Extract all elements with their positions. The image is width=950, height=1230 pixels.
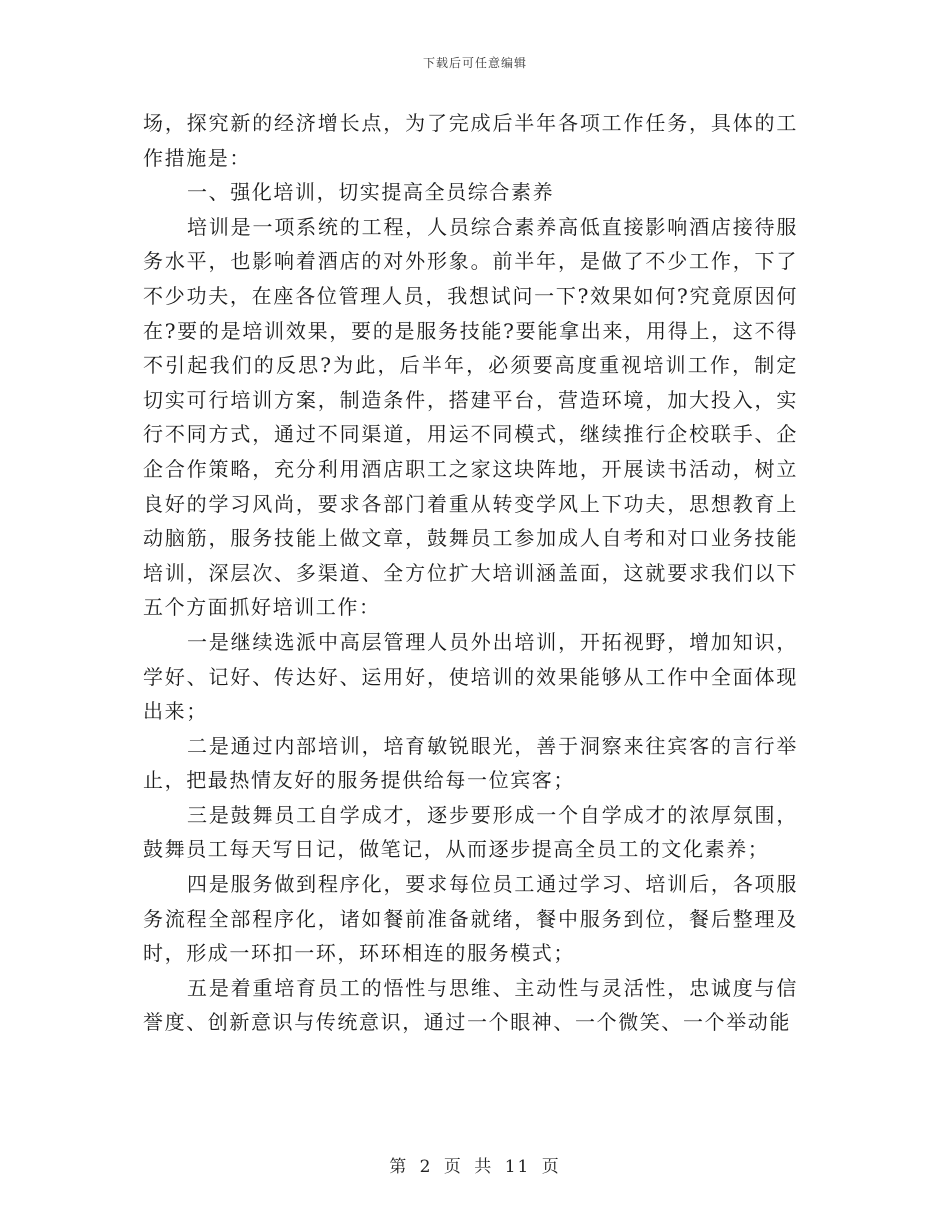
paragraph-continuation: 场，探究新的经济增长点，为了完成后半年各项工作任务，具体的工作措施是： bbox=[143, 111, 798, 170]
page-header: 下载后可任意编辑 bbox=[422, 56, 527, 70]
paragraph-item-2: 二是通过内部培训，培育敏锐眼光，善于洞察来往宾客的言行举止，把最热情友好的服务提供给每一位宾客； bbox=[143, 733, 798, 793]
paragraph-item-3: 三是鼓舞员工自学成才，逐步要形成一个自学成才的浓厚氛围，鼓舞员工每天写日记，做笔记，从而逐步提高全员工的文化素养； bbox=[143, 802, 798, 862]
paragraph-item-5: 五是着重培育员工的悟性与思维、主动性与灵活性，忠诚度与信誉度、创新意识与传统意识，通过一个眼神、一个微笑、一个举动能 bbox=[143, 975, 798, 1035]
paragraph-item-1: 一是继续选派中高层管理人员外出培训，开拓视野，增加知识，学好、记好、传达好、运用好，使培训的效果能够从工作中全面体现出来； bbox=[143, 629, 798, 724]
section-heading: 一、强化培训，切实提高全员综合素养 bbox=[187, 180, 555, 205]
paragraph-item-4: 四是服务做到程序化，要求每位员工通过学习、培训后，各项服务流程全部程序化，诸如餐前准备就绪，餐中服务到位，餐后整理及时，形成一环扣一环，环环相连的服务模式； bbox=[143, 872, 798, 966]
page-footer: 第 2 页 共 11 页 bbox=[389, 1157, 561, 1177]
document-body bbox=[143, 106, 798, 1040]
paragraph-training-overview: 培训是一项系统的工程，人员综合素养高低直接影响酒店接待服务水平，也影响着酒店的对外形象。前半年，是做了不少工作，下了不少功夫，在座各位管理人员，我想试问一下?效果如何?究竟原因何在?要的是培训效果，要的是服务技能?要能拿出来，用得上，这不得不引起我们的反思?为此，后半年，必须要高度重视培训工作，制定切实可行培训方案，制造条件，搭建平台，营造环境，加大投入，实行不同方式，通过不同渠道，用运不同模式，继续推行企校联手、企企合作策略，充分利用酒店职工之家这块阵地，开展读书活动，树立良好的学习风尚，要求各部门着重从转变学风上下功夫，思想教育上动脑筋，服务技能上做文章，鼓舞员工参加成人自考和对口业务技能培训，深层次、多渠道、全方位扩大培训涵盖面，这就要求我们以下五个方面抓好培训工作： bbox=[143, 214, 798, 620]
